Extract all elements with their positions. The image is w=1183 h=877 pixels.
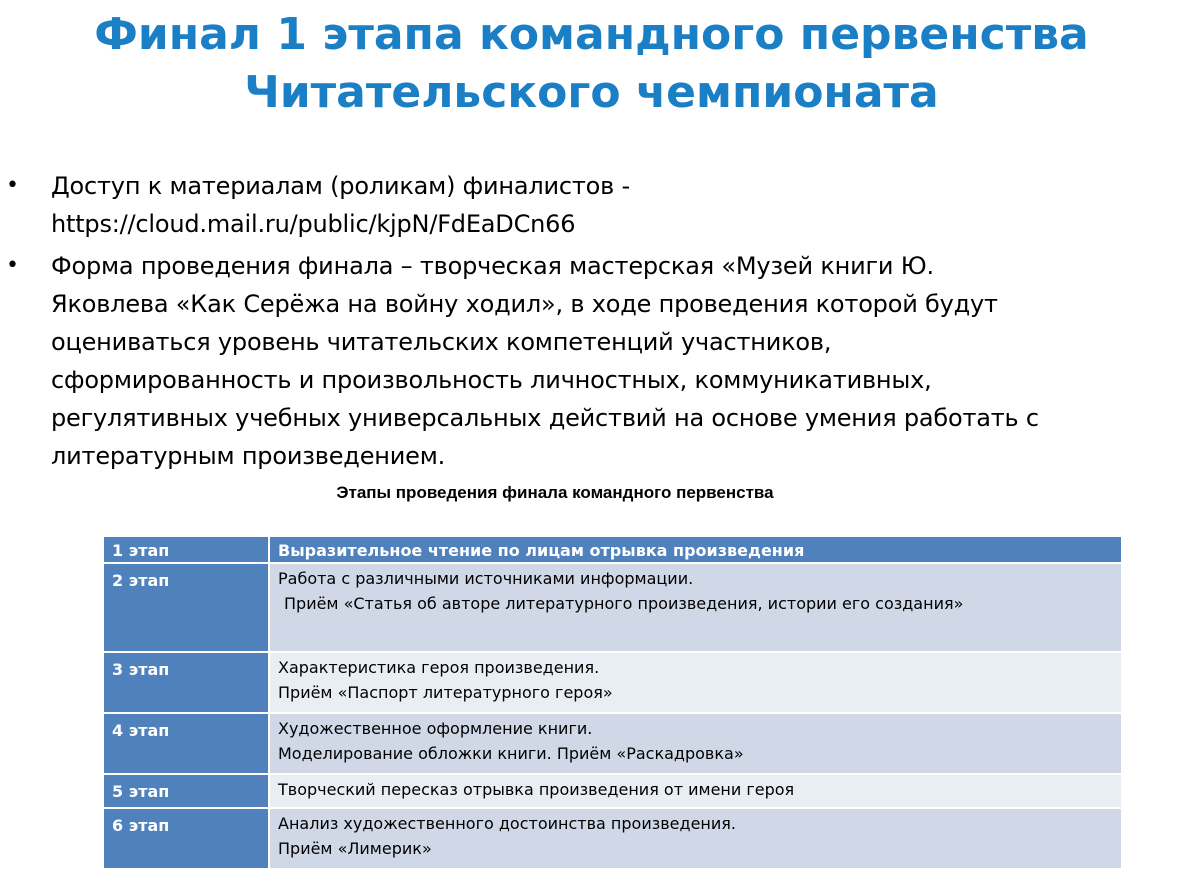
bullet-text: оцениваться уровень читательских компетенций участников, <box>51 328 832 356</box>
description-line: Характеристика героя произведения. <box>278 658 600 677</box>
slide-title <box>0 6 1183 122</box>
description-cell <box>269 536 1122 563</box>
stage-cell: 4 этап <box>103 713 269 774</box>
bullet-text: сформированность и произвольность личностных, коммуникативных, <box>51 366 932 394</box>
description-cell <box>269 774 1122 808</box>
description-line: Работа с различными источниками информации. <box>278 569 694 588</box>
description-cell <box>269 563 1122 652</box>
table-row <box>103 563 1122 652</box>
description-line: Выразительное чтение по лицам отрывка произведения <box>278 541 805 560</box>
bullet-text: регулятивных учебных универсальных действий на основе умения работать с <box>51 404 1039 432</box>
description-line: Моделирование обложки книги. Приём «Раскадровка» <box>278 744 744 763</box>
stage-cell: 1 этап <box>103 536 269 563</box>
bullet-text: Форма проведения финала – творческая мастерская «Музей книги Ю. <box>51 252 934 280</box>
table-row <box>103 808 1122 869</box>
table-row <box>103 713 1122 774</box>
description-cell <box>269 652 1122 713</box>
stage-cell: 2 этап <box>103 563 269 652</box>
description-cell <box>269 713 1122 774</box>
stages-table <box>102 535 1123 870</box>
description-line: Приём «Статья об авторе литературного произведения, истории его создания» <box>284 594 964 613</box>
table-caption: Этапы проведения финала командного первенства <box>336 483 774 502</box>
bullet-text: Доступ к материалам (роликам) финалистов - <box>51 172 631 200</box>
bullet-dot-icon: • <box>6 253 19 278</box>
bullet-text: литературным произведением. <box>51 442 446 470</box>
stage-cell: 3 этап <box>103 652 269 713</box>
table-row <box>103 536 1122 563</box>
table-row <box>103 774 1122 808</box>
bullet-list <box>0 167 1183 479</box>
bullet-dot-icon: • <box>6 173 19 198</box>
table-row <box>103 652 1122 713</box>
slide-title-line-1: Финал 1 этапа командного первенства <box>94 9 1089 60</box>
slide-title-line-2: Читательского чемпионата <box>244 67 939 118</box>
description-cell <box>269 808 1122 869</box>
stage-cell: 5 этап <box>103 774 269 808</box>
description-line: Анализ художественного достоинства произведения. <box>278 814 736 833</box>
bullet-item-format <box>0 247 1183 475</box>
description-line: Художественное оформление книги. <box>278 719 593 738</box>
description-line: Приём «Паспорт литературного героя» <box>278 683 613 702</box>
description-line: Приём «Лимерик» <box>278 839 432 858</box>
bullet-item-access <box>0 167 1183 243</box>
bullet-text: Яковлева «Как Серёжа на войну ходил», в ходе проведения которой будут <box>51 290 998 318</box>
materials-link[interactable]: https://cloud.mail.ru/public/kjpN/FdEaDCn66 <box>51 210 576 238</box>
description-line: Творческий пересказ отрывка произведения от имени героя <box>278 780 795 799</box>
stage-cell: 6 этап <box>103 808 269 869</box>
